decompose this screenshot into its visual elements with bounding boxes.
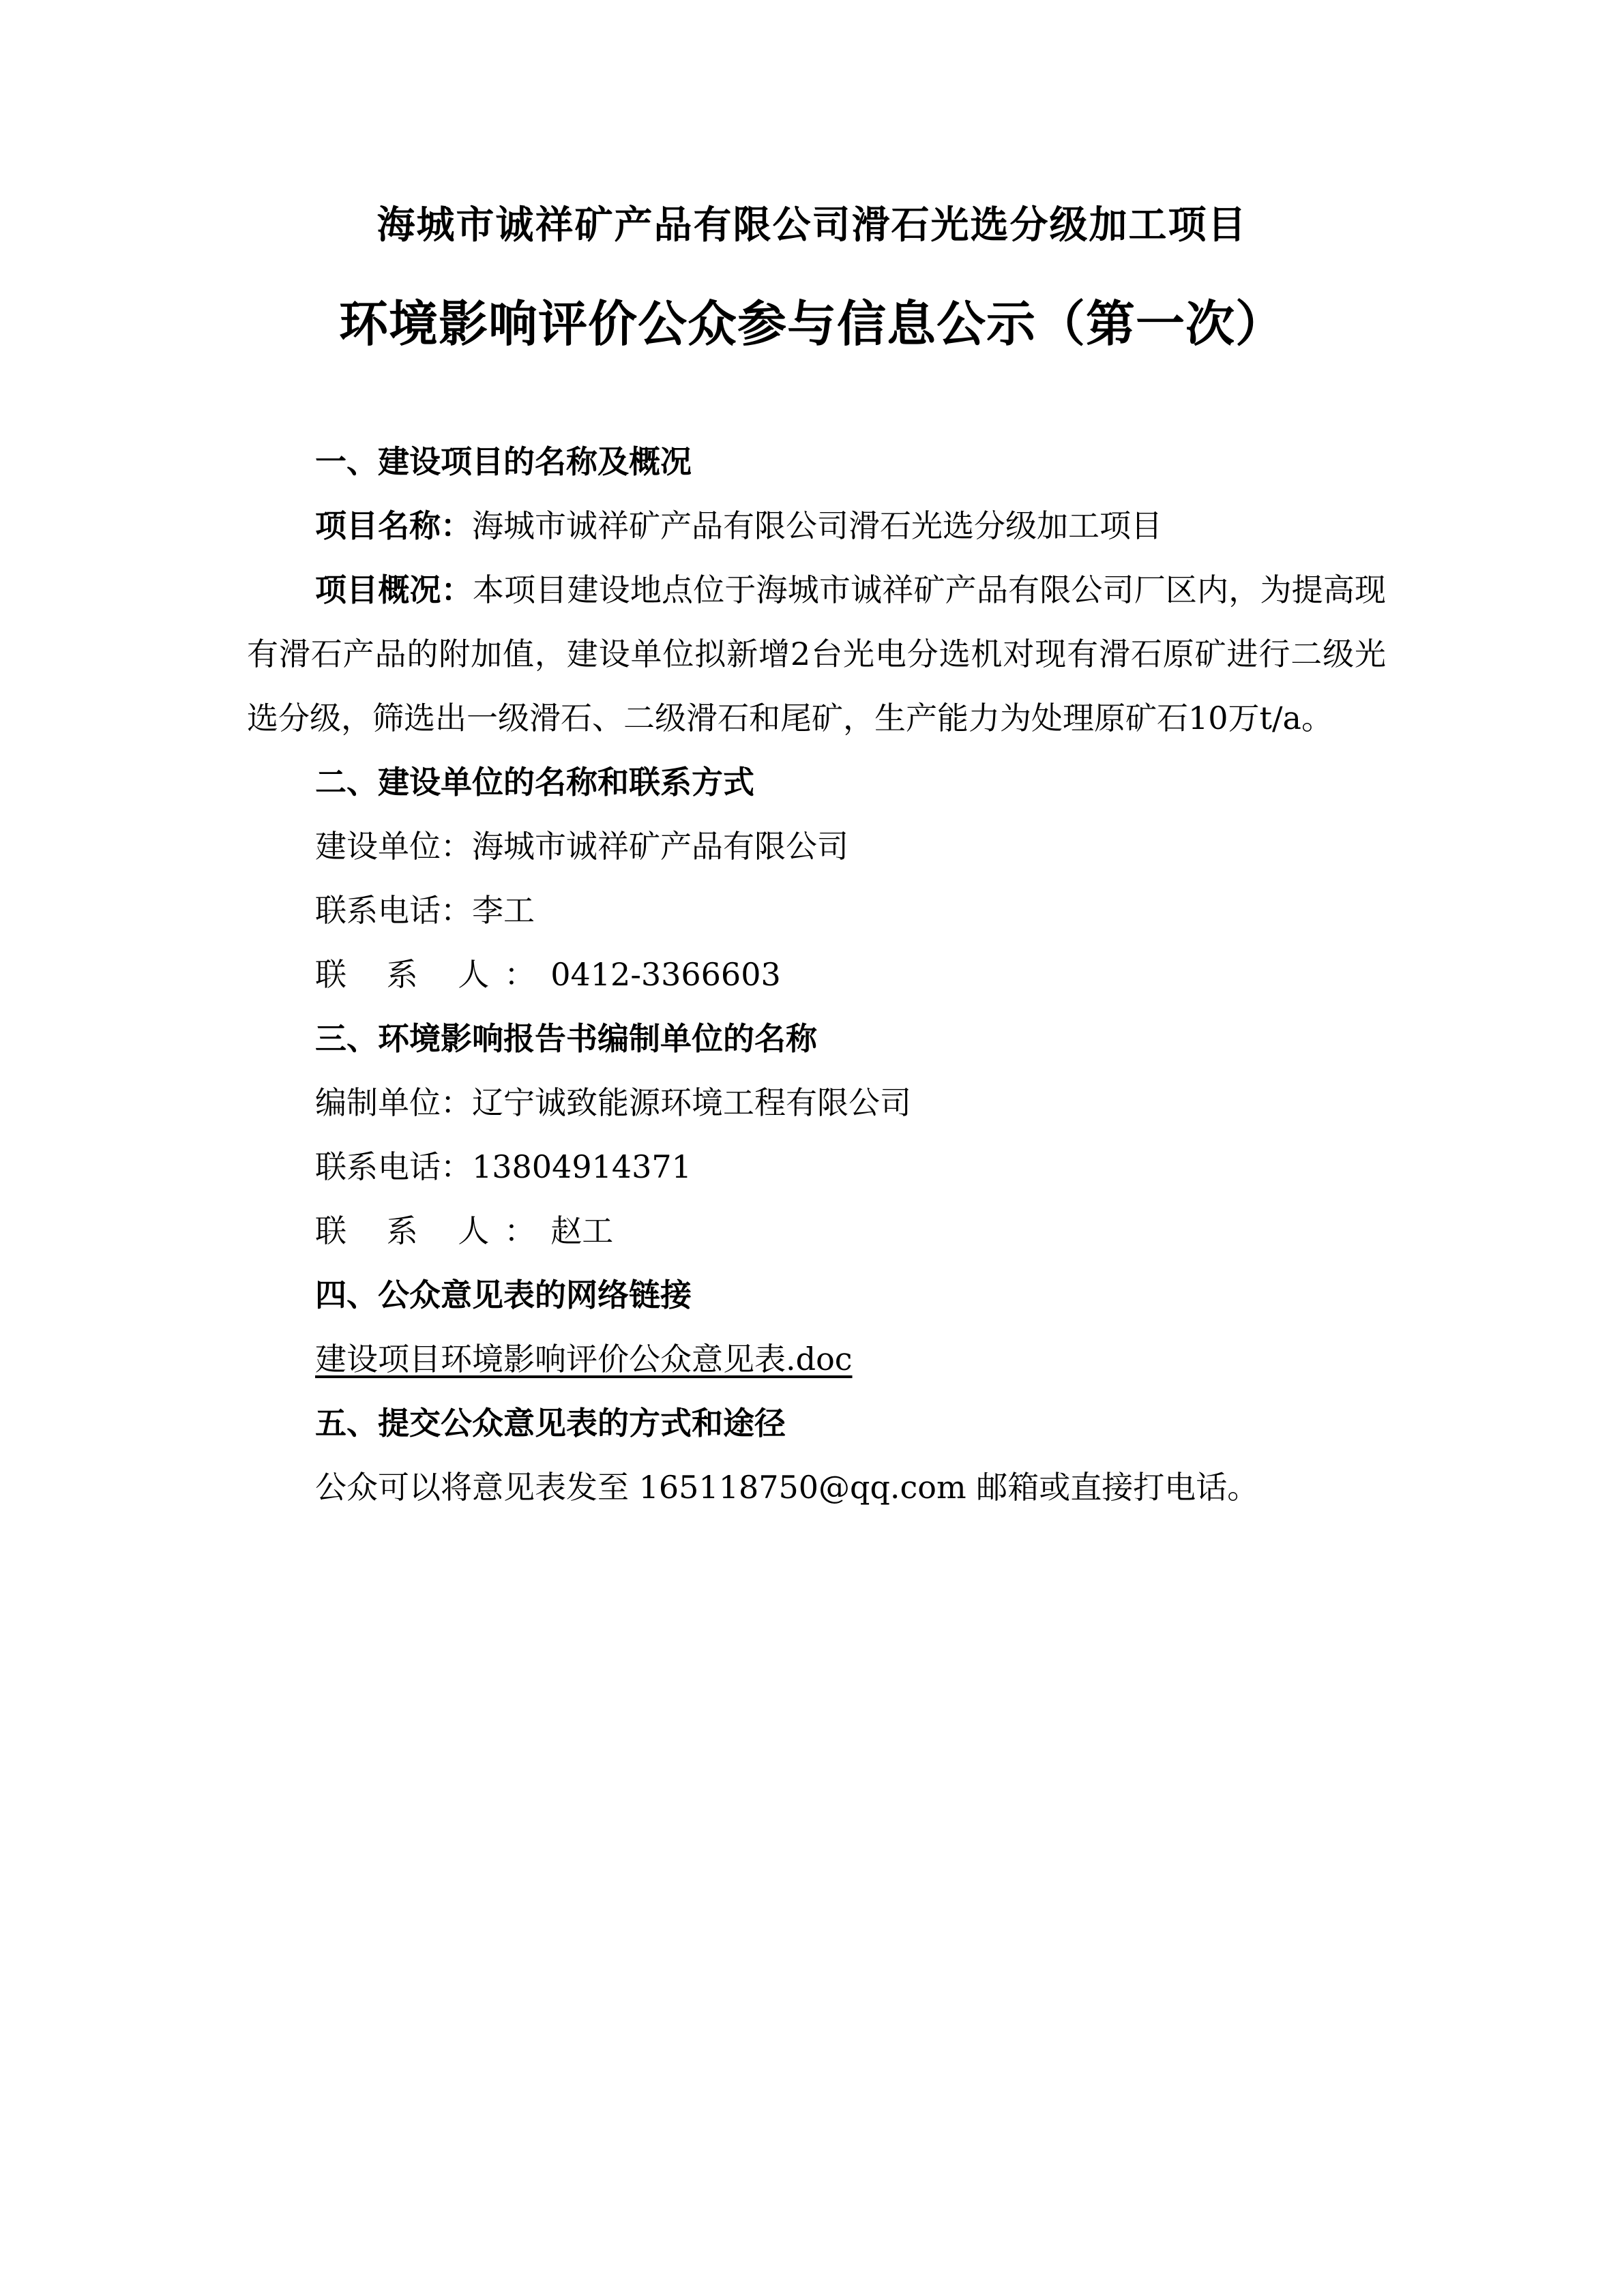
- compiling-contact-label: 联 系 人：: [315, 1212, 551, 1249]
- construction-phone-line: 联系电话：李工: [315, 892, 535, 929]
- compiling-contact-value: 赵工: [550, 1212, 614, 1249]
- document-title-line2: 环境影响评价公众参与信息公示（第一次）: [338, 295, 1285, 353]
- document-body: [247, 430, 1386, 1519]
- construction-contact-value: 0412-3366603: [550, 956, 781, 993]
- section2-heading: 二、建设单位的名称和联系方式: [315, 764, 754, 801]
- construction-unit-line: 建设单位：海城市诚祥矿产品有限公司: [315, 828, 848, 865]
- section5-heading: 五、提交公众意见表的方式和途径: [315, 1405, 786, 1442]
- section3-heading: 三、环境影响报告书编制单位的名称: [315, 1020, 817, 1057]
- compiling-contact-line: [247, 1199, 1386, 1263]
- compiling-unit-line: 编制单位：辽宁诚致能源环境工程有限公司: [315, 1084, 911, 1121]
- document-title-line1: 海城市诚祥矿产品有限公司滑石光选分级加工项目: [377, 203, 1247, 248]
- project-overview-label: 项目概况：: [315, 571, 473, 608]
- section1-heading: 一、建设项目的名称及概况: [315, 443, 692, 480]
- project-name-value: 海城市诚祥矿产品有限公司滑石光选分级加工项目: [472, 507, 1162, 544]
- project-overview-value: 本项目建设地点位于海城市诚祥矿产品有限公司厂区内，为提高现有滑石产品的附加值，建设单位拟新增2台光电分选机对现有滑石原矿进行二级光选分级，筛选出一级滑石、二级滑石和尾矿，生产能力为处理原矿石10万t/a。: [247, 571, 1387, 736]
- project-name-label: 项目名称：: [315, 507, 472, 544]
- submission-method-line: 公众可以将意见表发至 165118750@qq.com 邮箱或直接打电话。: [315, 1469, 1259, 1506]
- project-name-line: [247, 494, 1386, 558]
- opinion-form-link[interactable]: 建设项目环境影响评价公众意见表.doc: [315, 1341, 853, 1377]
- opinion-form-link-line: [247, 1327, 1386, 1391]
- section4-heading: 四、公众意见表的网络链接: [315, 1277, 692, 1313]
- project-overview-paragraph: [247, 558, 1386, 750]
- construction-contact-line: [247, 942, 1386, 1007]
- compiling-phone-line: 联系电话：13804914371: [315, 1148, 692, 1185]
- construction-contact-label: 联 系 人：: [315, 956, 551, 993]
